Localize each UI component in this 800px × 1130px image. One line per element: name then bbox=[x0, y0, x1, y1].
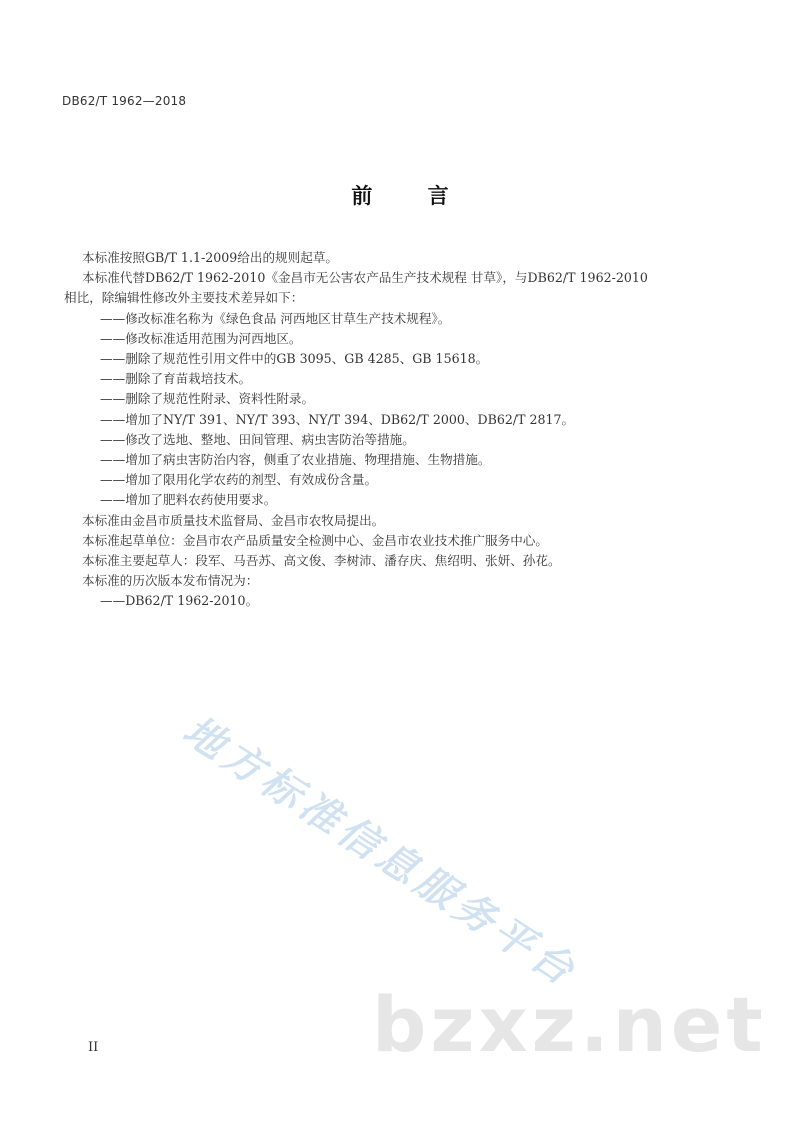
foreword-line: ——删除了规范性引用文件中的GB 3095、GB 4285、GB 15618。 bbox=[100, 351, 489, 367]
foreword-line: 本标准主要起草人：段军、马吾苏、高文俊、李树沛、潘存庆、焦绍明、张妍、孙花。 bbox=[82, 553, 561, 569]
foreword-line: ——删除了育苗栽培技术。 bbox=[100, 371, 252, 387]
foreword-line: ——DB62/T 1962-2010。 bbox=[100, 593, 259, 609]
foreword-line: ——增加了病虫害防治内容，侧重了农业措施、物理措施、生物措施。 bbox=[100, 452, 491, 468]
foreword-line: 本标准由金昌市质量技术监督局、金昌市农牧局提出。 bbox=[82, 512, 385, 528]
foreword-line: 本标准按照GB/T 1.1-2009给出的规则起草。 bbox=[82, 250, 339, 265]
foreword-line: ——修改了选地、整地、田间管理、病虫害防治等措施。 bbox=[100, 431, 415, 447]
foreword-line: 相比，除编辑性修改外主要技术差异如下： bbox=[64, 290, 304, 306]
foreword-line: ——删除了规范性附录、资料性附录。 bbox=[100, 391, 315, 407]
foreword-body bbox=[64, 248, 722, 612]
foreword-line: 本标准代替DB62/T 1962-2010《金昌市无公害农产品生产技术规程 甘草》，与DB62/T 1962-2010 bbox=[82, 270, 648, 286]
site-watermark: bzxz.net bbox=[372, 980, 767, 1069]
foreword-line: 本标准的历次版本发布情况为： bbox=[82, 573, 259, 589]
foreword-line: ——修改标准名称为《绿色食品 河西地区甘草生产技术规程》。 bbox=[100, 310, 451, 326]
foreword-line: ——增加了NY/T 391、NY/T 393、NY/T 394、DB62/T 2000、DB62/T 2817。 bbox=[100, 411, 575, 427]
standard-code: DB62/T 1962—2018 bbox=[62, 94, 187, 108]
page-number: II bbox=[88, 1040, 99, 1055]
foreword-line: 本标准起草单位：金昌市农产品质量安全检测中心、金昌市农业技术推广服务中心。 bbox=[82, 532, 548, 548]
page-title: 前 言 bbox=[351, 183, 473, 208]
foreword-line: ——修改标准适用范围为河西地区。 bbox=[100, 330, 302, 346]
foreword-line: ——增加了限用化学农药的剂型、有效成份含量。 bbox=[100, 472, 378, 488]
foreword-line: ——增加了肥料农药使用要求。 bbox=[100, 492, 277, 508]
platform-watermark: 地方标准信息服务平台 bbox=[175, 707, 586, 997]
